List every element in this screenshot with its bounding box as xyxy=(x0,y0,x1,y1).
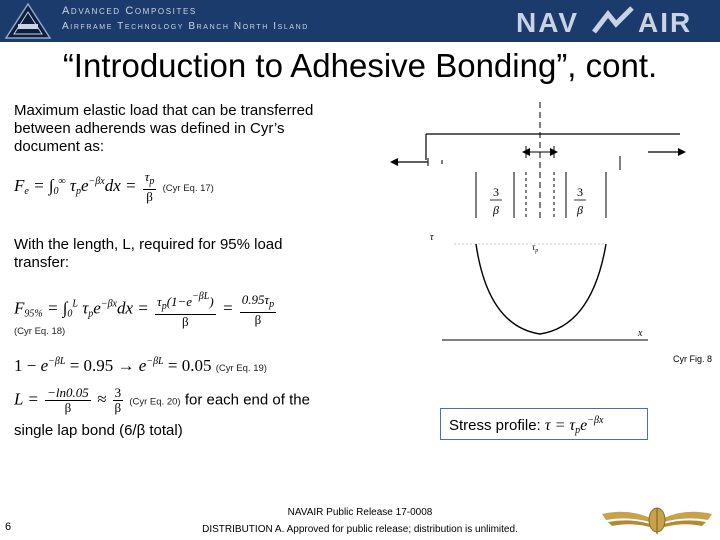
footer-release: NAVAIR Public Release 17-0008 xyxy=(287,507,433,518)
equation-19: $1 - e^{-\beta L} = 0.95 \to e^{-\beta L} = 0.05$ (Cyr Eq. 19) xyxy=(14,356,267,375)
stress-profile-label: Stress profile: $\tau = \tau_pe^{-\beta x}$ xyxy=(449,415,604,436)
header-banner xyxy=(0,0,720,42)
eq19-citation: (Cyr Eq. 19) xyxy=(215,363,267,374)
svg-text:τ: τ xyxy=(430,232,434,243)
svg-text:τp: $\tau_p$ xyxy=(532,242,539,254)
eq17-citation: (Cyr Eq. 17) xyxy=(162,182,214,194)
svg-text:β: β xyxy=(577,203,583,217)
eq20-citation: (Cyr Eq. 20) xyxy=(129,396,181,408)
stress-profile-text: Stress profile: xyxy=(449,417,541,434)
stress-profile-box xyxy=(440,408,648,440)
stress-curve xyxy=(476,244,606,334)
figure-caption: Cyr Fig. 8 xyxy=(672,354,712,364)
eq20-tail: for each end of the xyxy=(184,391,310,409)
slide-number: 6 xyxy=(5,521,12,533)
org-line-2: Airframe Technology Branch North Island xyxy=(62,21,309,32)
equation-17: $F_e = \int_0^\infty$ $\tau_pe^{-\beta x}dx$ = $\frac{\tau_p}{\beta}$ (Cyr Eq. 17) xyxy=(14,169,214,204)
paragraph-length xyxy=(14,236,324,272)
svg-text:AIR: AIR xyxy=(638,7,693,38)
footer-text xyxy=(150,504,570,538)
paragraph-max-load xyxy=(14,102,314,156)
triangle-logo-icon xyxy=(4,2,52,40)
svg-text:β: β xyxy=(493,203,499,217)
org-line-1: Advanced Composites xyxy=(62,5,197,17)
equation-18: $F_{95\%} = \int_0^L$ $\tau_pe^{-\beta x}dx$ = $\frac{\tau_p(1-e^{-\beta L})}{\beta}$ = $\frac{0.95\tau_p}{\beta}$ xyxy=(14,291,275,329)
footer-distribution: DISTRIBUTION A. Approved for public release; distribution is unlimited. xyxy=(202,524,518,535)
paragraph-length-text: With the length, L, required for 95% load transfer: xyxy=(14,236,283,271)
svg-text:x: x xyxy=(638,328,643,339)
equation-20: L = $\frac{-\ln 0.05}{\beta}$ ≈ $\frac{3}{\beta}$ (Cyr Eq. 20) for each end of the xyxy=(14,385,310,415)
svg-text:NAV: NAV xyxy=(516,7,580,38)
slide-title: “Introduction to Adhesive Bonding”, cont. xyxy=(62,47,658,84)
paragraph-max-load-text: Maximum elastic load that can be transferred between adherends was defined in Cyr’s document as: xyxy=(14,102,314,155)
svg-text:3: 3 xyxy=(577,185,583,199)
naval-aviator-wings-icon xyxy=(598,500,716,538)
paragraph-total: single lap bond (6/β total) xyxy=(14,422,183,439)
eq18-citation: (Cyr Eq. 18) xyxy=(14,326,66,337)
navair-logo xyxy=(514,4,714,38)
svg-text:3: 3 xyxy=(493,185,499,199)
bond-diagram xyxy=(380,100,720,350)
